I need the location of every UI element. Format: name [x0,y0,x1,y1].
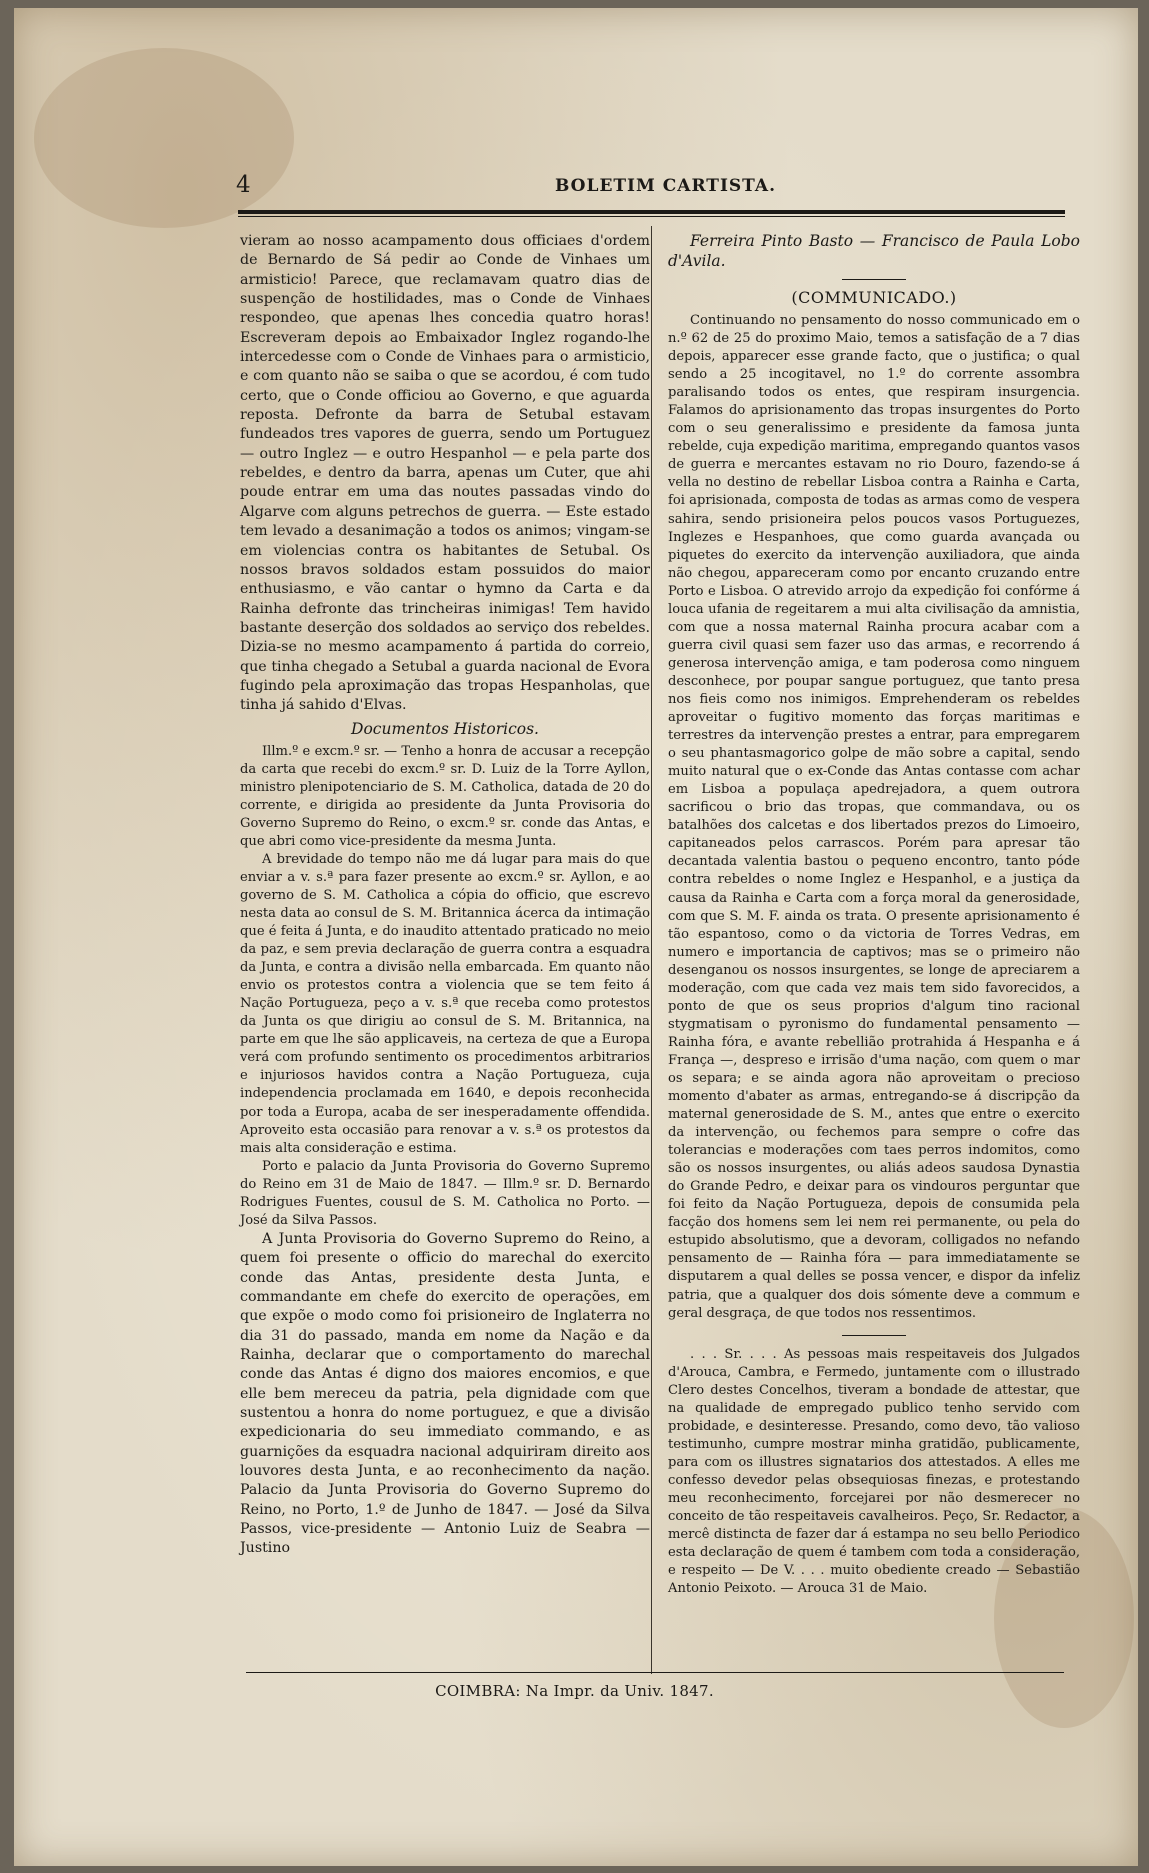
right-column [668,232,1080,1598]
imprint-line: COIMBRA: Na Impr. da Univ. 1847. [435,1682,714,1700]
section-heading-documentos: Documentos Historicos. [351,719,539,738]
footer-rule [246,1672,1064,1673]
header-rule [238,210,1065,214]
letter-paragraph: . . . Sr. . . . As pessoas mais respeitaveis dos Julgados d'Arouca, Cambra, e Fermedo, juntamente com o illustrado Clero destes Concelhos, tiveram a bondade de attestar, que na qualidade de empregado publico tenho servido com probidade, e desinteresse. Presando, como devo, tão valioso testimunho, cumpre mostrar minha gratidão, publicamente, para com os illustres signatarios dos attestados. A elles me confesso devedor pelas obsequiosas finezas, e protestando meu reconhecimento, forcejarei por não desmerecer no conceito de tão respeitaveis cavalheiros. Peço, Sr. Redactor, a mercê distincta de fazer dar á estampa no seu bello Periodico esta declaração de quem é tambem com toda a consideração, e respeito — De V. . . . muito obediente creado — Sebastião Antonio Peixoto. — Arouca 31 de Maio. [668,1346,1080,1597]
left-column [240,232,650,1559]
document-signature: Porto e palacio da Junta Provisoria do Governo Supremo do Reino em 31 de Maio de 1847. — Illm.º sr. D. Bernardo Rodrigues Fuentes, cousul de S. M. Catholica no Porto. — José da Silva Passos. [240,1158,650,1228]
paper-stain [34,48,294,228]
junta-declaration: A Junta Provisoria do Governo Supremo do Reino, a quem foi presente o officio do marechal do exercito conde das Antas, presidente desta Junta, e commandante em chefe do exercito de operações, em que expõe o modo como foi prisioneiro de Inglaterra no dia 31 do passado, manda em nome da Nação e da Rainha, declarar que o comportamento do marechal conde das Antas é digno dos maiores encomios, e que elle bem mereceu da patria, pela dignidade com que sustentou a honra do nome portuguez, e que a divisão expedicionaria do seu immediato commando, e as guarnições da esquadra nacional adquiriram direito aos louvores desta Junta, e ao reconhecimento da nação. Palacio da Junta Provisoria do Governo Supremo do Reino, no Porto, 1.º de Junho de 1847. — José da Silva Passos, vice-presidente — Antonio Luiz de Seabra — Justino [240,1230,650,1557]
section-rule [842,279,906,280]
section-heading-communicado: (COMMUNICADO.) [791,288,957,307]
column-divider [651,226,652,1674]
document-letter: Illm.º e excm.º sr. — Tenho a honra de accusar a recepção da carta que recebi do excm.º sr. D. Luiz de la Torre Ayllon, ministro plenipotenciario de S. M. Catholica, datada de 20 do corrente, e dirigida ao presidente da Junta Provisoria do Governo Supremo do Reino, o excm.º sr. conde das Antas, e que abri como vice-presidente da mesma Junta. [240,743,650,849]
masthead-title: BOLETIM CARTISTA. [555,176,776,196]
communicado-paragraph: Continuando no pensamento do nosso communicado em o n.º 62 de 25 do proximo Maio, temos a satisfação de a 7 dias depois, apparecer esse grande facto, que o justifica; o qual sendo a 25 incogitavel, no 1.º do corrente assombra paralisando todos os entes, que respiram insurgencia. Falamos do aprisionamento das tropas insurgentes do Porto com o seu generalissimo e presidente da famosa junta rebelde, cuja expedição maritima, empregando quantos vasos de guerra e mercantes estavam no rio Douro, fazendo-se á vella no destino de rebellar Lisboa contra a Rainha e Carta, foi aprisionada, composta de todas as armas como de vespera sahira, sendo prisioneira pelos poucos vasos Portuguezes, Inglezes e Hespanhoes, que como guarda avançada ou piquetes do exercito da intervenção auxiliadora, que ainda não chegou, appareceram como por encanto cruzando entre Porto e Lisboa. O atrevido arrojo da expedição foi confórme á louca ufania de regeitarem a mui alta civilisação da amnistia, com que a nossa maternal Rainha procura acabar com a guerra civil quasi sem fazer uso das armas, e recorrendo á generosa intervenção amiga, e tam poderosa como ninguem desconhece, por poupar sangue portuguez, que tanto presa nos fieis como nos inimigos. Emprehenderam os rebeldes aproveitar o fugitivo momento das forças maritimas e terrestres da intervenção prestes a entrar, para empregarem o seu phantasmagorico golpe de mão sobre a capital, sendo muito natural que o ex-Conde das Antas contasse com achar em Lisboa a populaça apedrejadora, a quem outrora sacrificou o brio das tropas, que commandava, ou os batalhões dos calcetas e dos libertados prezos do Limoeiro, capitaneados pelos carrascos. Porém para apresar tão decantada valentia bastou o pequeno encontro, tanto póde contra rebeldes o nome Inglez e Hespanhol, e a justiça da causa da Rainha e Carta com a força moral da generosidade, com que S. M. F. ainda os trata. O presente aprisionamento é tão espantoso, como o da victoria de Torres Vedras, em numero e importancia de captivos; mas se o primeiro não desenganou os nossos insurgentes, se longe de apreciarem a moderação, com que cada vez mais tem sido favorecidos, a ponto de que os seus proprios d'algum tino racional stygmatisam o pyronismo do fundamental pensamento — Rainha fóra, e avante rebellião protrahida á Hespanha e á França —, despreso e irrisão d'uma nação, com quem o mar os separa; e se ainda agora não aproveitam o precioso momento d'abater as armas, entregando-se á discripção da maternal generosidade de S. M., antes que entre o exercito da intervenção, ou fechemos para sempre o cofre das tolerancias e moderações com taes perros indomitos, como são os nossos insurgentes, ou aliás adeos saudosa Dynastia do Grande Pedro, e deixar para os vindouros perguntar que foi feito da Nação Portugueza, depois de consumida pela facção dos homens sem lei nem rei permanente, ou pela do estupido absolutismo, que a devoram, colligados no nefando pensamento de — Rainha fóra — para immediatamente se disputarem a qual delles se possa vencer, e dispor da infeliz patria, que a qualquer dos dois sómente deve a commum e geral desgraça, de que todos nos ressentimos. [668,313,1080,1321]
news-paragraph: vieram ao nosso acampamento dous officiaes d'ordem de Bernardo de Sá pedir ao Conde de Vinhaes um armisticio! Parece, que reclamavam quatro dias de suspenção de hostilidades, mas o Conde de Vinhaes respondeo, que apenas lhes concedia quatro horas! Escreveram depois ao Embaixador Inglez rogando-lhe intercedesse com o Conde de Vinhaes para o armisticio, e com quanto não se saiba o que se acordou, é com tudo certo, que o Conde officiou ao Governo, e que aguarda reposta. Defronte da barra de Setubal estavam fundeados tres vapores de guerra, sendo um Portuguez — outro Inglez — e outro Hespanhol — e pela parte dos rebeldes, e dentro da barra, apenas um Cuter, que ahi poude entrar em uma das noutes passadas vindo do Algarve com alguns petrechos de guerra. — Este estado tem levado a desanimação a todos os animos; vingam-se em violencias contra os habitantes de Setubal. Os nossos bravos soldados estam possuidos do maior enthusiasmo, e vão cantar o hymno da Carta e da Rainha defronte das trincheiras inimigas! Tem havido bastante deserção dos soldados ao serviço dos rebeldes. Dizia-se no mesmo acampamento á partida do correio, que tinha chegado a Setubal a guarda nacional de Evora fugindo pela aproximação das tropas Hespanholas, que tinha já sahido d'Elvas. [240,233,650,714]
signatories: Ferreira Pinto Basto — Francisco de Paula Lobo d'Avila. [668,232,1080,270]
document-letter-body: A brevidade do tempo não me dá lugar para mais do que enviar a v. s.ª para fazer presente ao excm.º sr. Ayllon, e ao governo de S. M. Catholica a cópia do officio, que escrevo nesta data ao consul de S. M. Britannica ácerca da intimação que é feita á Junta, e do inaudito attentado praticado no meio da paz, e sem previa declaração de guerra contra a esquadra da Junta, e contra a divisão nella embarcada. Em quanto não envio os protestos contra a violencia que se tem feito á Nação Portugueza, peço a v. s.ª que receba como protestos da Junta os que dirigiu ao consul de S. M. Britannica, na parte em que lhe são applicaveis, na certeza de que a Europa verá com profundo sentimento os procedimentos arbitrarios e injuriosos havidos contra a Nação Portugueza, cuja independencia proclamada em 1640, e depois reconhecida por toda a Europa, acaba de ser inesperadamente offendida. Aproveito esta occasião para renovar a v. s.ª os protestos da mais alta consideração e estima. [240,851,650,1156]
page-number: 4 [236,172,251,198]
section-rule [842,1335,906,1336]
header-rule-thin [238,216,1065,217]
